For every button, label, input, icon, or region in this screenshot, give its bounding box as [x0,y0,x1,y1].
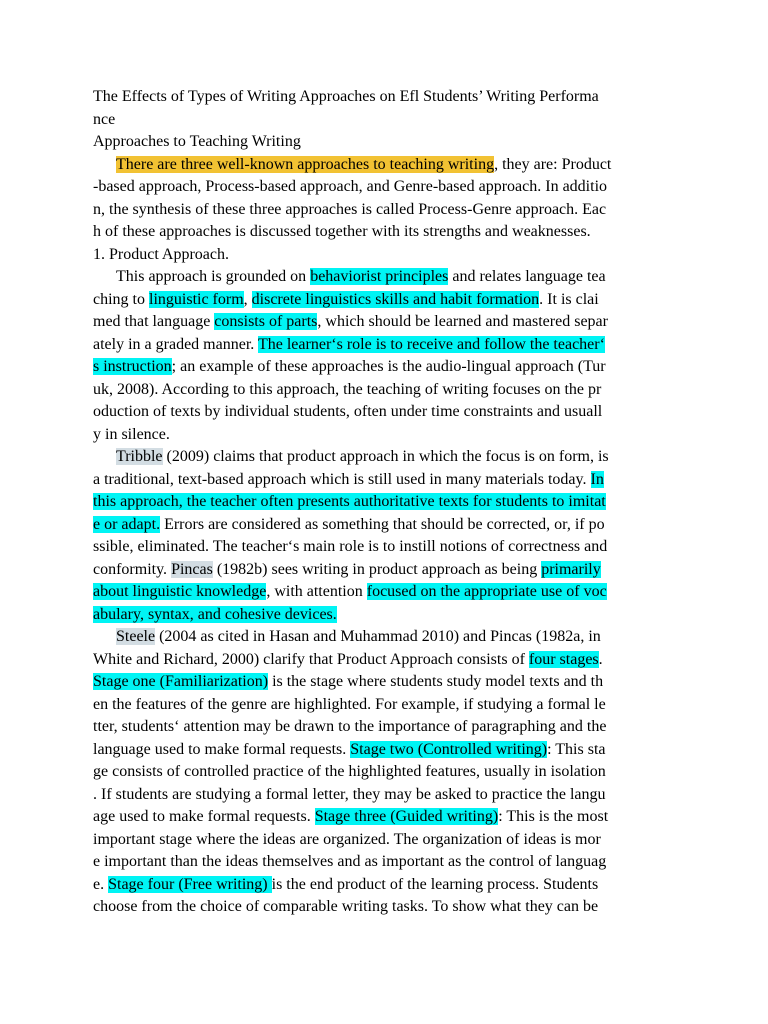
text-run: , with attention [266,583,367,600]
highlight-cyan: behaviorist principles [310,268,449,285]
highlight-cyan: abulary, syntax, and cohesive devices. [93,605,337,623]
highlight-cyan: linguistic form [149,290,244,308]
text-run: important stage where the ideas are organized. The organization of ideas is mor [93,830,601,848]
text-line [93,401,693,424]
text-line [93,581,693,604]
text-run: . It is clai [539,290,599,308]
text-run: ching to [93,290,149,308]
text-run: is the stage where students study model texts and th [268,673,604,690]
text-run: a traditional, text-based approach which is still used in many materials today. [93,470,591,488]
text-run: h of these approaches is discussed together with its strengths and weaknesses. [93,223,591,240]
text-line [93,514,693,537]
text-run: : This sta [547,740,606,758]
text-line [93,109,693,132]
text-line [93,356,693,379]
text-line [93,446,693,469]
highlight-gray: Pincas [171,560,213,578]
text-run: is the end product of the learning process. Students [271,875,599,893]
text-run: -based approach, Process-based approach, and Genre-based approach. In additio [93,178,608,195]
text-line [93,626,693,649]
highlight-gray: Tribble [116,448,163,465]
text-line [93,536,693,559]
text-run: 1. Product Approach. [93,245,229,263]
text-run: y in silence. [93,425,170,443]
text-run: . [598,650,603,668]
text-run: conformity. [93,560,172,578]
text-run: e important than the ideas themselves and as important as the control of languag [93,853,607,870]
text-line [93,806,693,829]
text-line [93,604,693,627]
text-line [93,334,693,357]
text-line [93,784,693,807]
highlight-cyan: Stage one (Familiarization) [93,673,269,690]
text-run: nce [93,110,116,128]
text-line [93,154,693,177]
highlight-cyan: focused on the appropriate use of voc [366,583,607,600]
text-run: n, the synthesis of these three approaches is called Process-Genre approach. Eac [93,200,607,218]
text-line [93,469,693,492]
highlight-cyan: four stages [528,650,599,668]
text-line [93,829,693,852]
text-line [93,379,693,402]
text-line [93,289,693,312]
highlight-gray: Steele [116,628,156,645]
text-run: , which should be learned and mastered separ [317,313,608,330]
text-run: ge consists of controlled practice of the highlighted features, usually in isolation [93,763,606,780]
text-line [93,266,693,289]
text-line [93,311,693,334]
text-line [93,671,693,694]
document-page [93,86,693,919]
text-line [93,131,693,154]
text-line [93,424,693,447]
text-run: , they are: Product [494,155,612,173]
text-line [93,176,693,199]
highlight-cyan: about linguistic knowledge [93,583,267,600]
text-line [93,491,693,514]
text-run: med that language [93,313,215,330]
text-run: This approach is grounded on [116,268,311,285]
highlight-cyan: s instruction [93,358,172,375]
text-line [93,874,693,897]
highlight-cyan: e or adapt. [93,515,161,533]
document-body [93,86,693,919]
text-run: (2009) claims that product approach in which the focus is on form, is [162,448,609,465]
text-run: ; an example of these approaches is the audio-lingual approach (Tur [171,358,606,375]
text-run: . If students are studying a formal letter, they may be asked to practice the langu [93,785,606,803]
text-run: age used to make formal requests. [93,808,315,825]
highlight-cyan: Stage four (Free writing) [108,875,272,893]
text-line [93,896,693,919]
text-run: Errors are considered as something that should be corrected, or, if po [160,515,605,533]
text-run: e. [93,875,109,893]
text-run: ssible, eliminated. The teacher‘s main role is to instill notions of correctness and [93,538,608,555]
highlight-yellow: There are three well-known approaches to teaching writing [116,155,495,173]
text-line [93,716,693,739]
text-run: : This is the most [498,808,609,825]
text-line [93,199,693,222]
text-run: and relates language tea [448,268,606,285]
text-run: oduction of texts by individual students, often under time constraints and usuall [93,403,603,420]
text-run: Approaches to Teaching Writing [93,133,301,150]
text-line [93,739,693,762]
highlight-cyan: discrete linguistics skills and habit formation [251,290,540,308]
text-run: uk, 2008). According to this approach, the teaching of writing focuses on the pr [93,380,602,398]
highlight-cyan: The learner‘s role is to receive and follow the teacher‘ [257,335,605,353]
highlight-cyan: Stage three (Guided writing) [314,808,499,825]
text-run: (1982b) sees writing in product approach as being [212,560,542,578]
text-line [93,694,693,717]
highlight-cyan: this approach, the teacher often presents authoritative texts for students to imitat [93,493,606,510]
text-run: language used to make formal requests. [93,740,351,758]
text-line [93,86,693,109]
text-run: , [243,290,252,308]
text-run: White and Richard, 2000) clarify that Product Approach consists of [93,650,529,668]
text-line [93,761,693,784]
text-run: en the features of the genre are highlighted. For example, if studying a formal le [93,695,606,713]
text-run: (2004 as cited in Hasan and Muhammad 2010) and Pincas (1982a, in [155,628,601,645]
text-line [93,851,693,874]
text-run: tter, students‘ attention may be drawn to the importance of paragraphing and the [93,718,607,735]
text-line [93,221,693,244]
text-line [93,649,693,672]
highlight-cyan: consists of parts [214,313,318,330]
highlight-cyan: In [590,470,604,488]
text-run: choose from the choice of comparable writing tasks. To show what they can be [93,898,599,915]
highlight-cyan: Stage two (Controlled writing) [350,740,548,758]
text-run: The Effects of Types of Writing Approaches on Efl Students’ Writing Performa [93,88,599,105]
highlight-cyan: primarily [541,560,601,578]
text-run: ately in a graded manner. [93,335,258,353]
text-line [93,244,693,267]
text-line [93,559,693,582]
